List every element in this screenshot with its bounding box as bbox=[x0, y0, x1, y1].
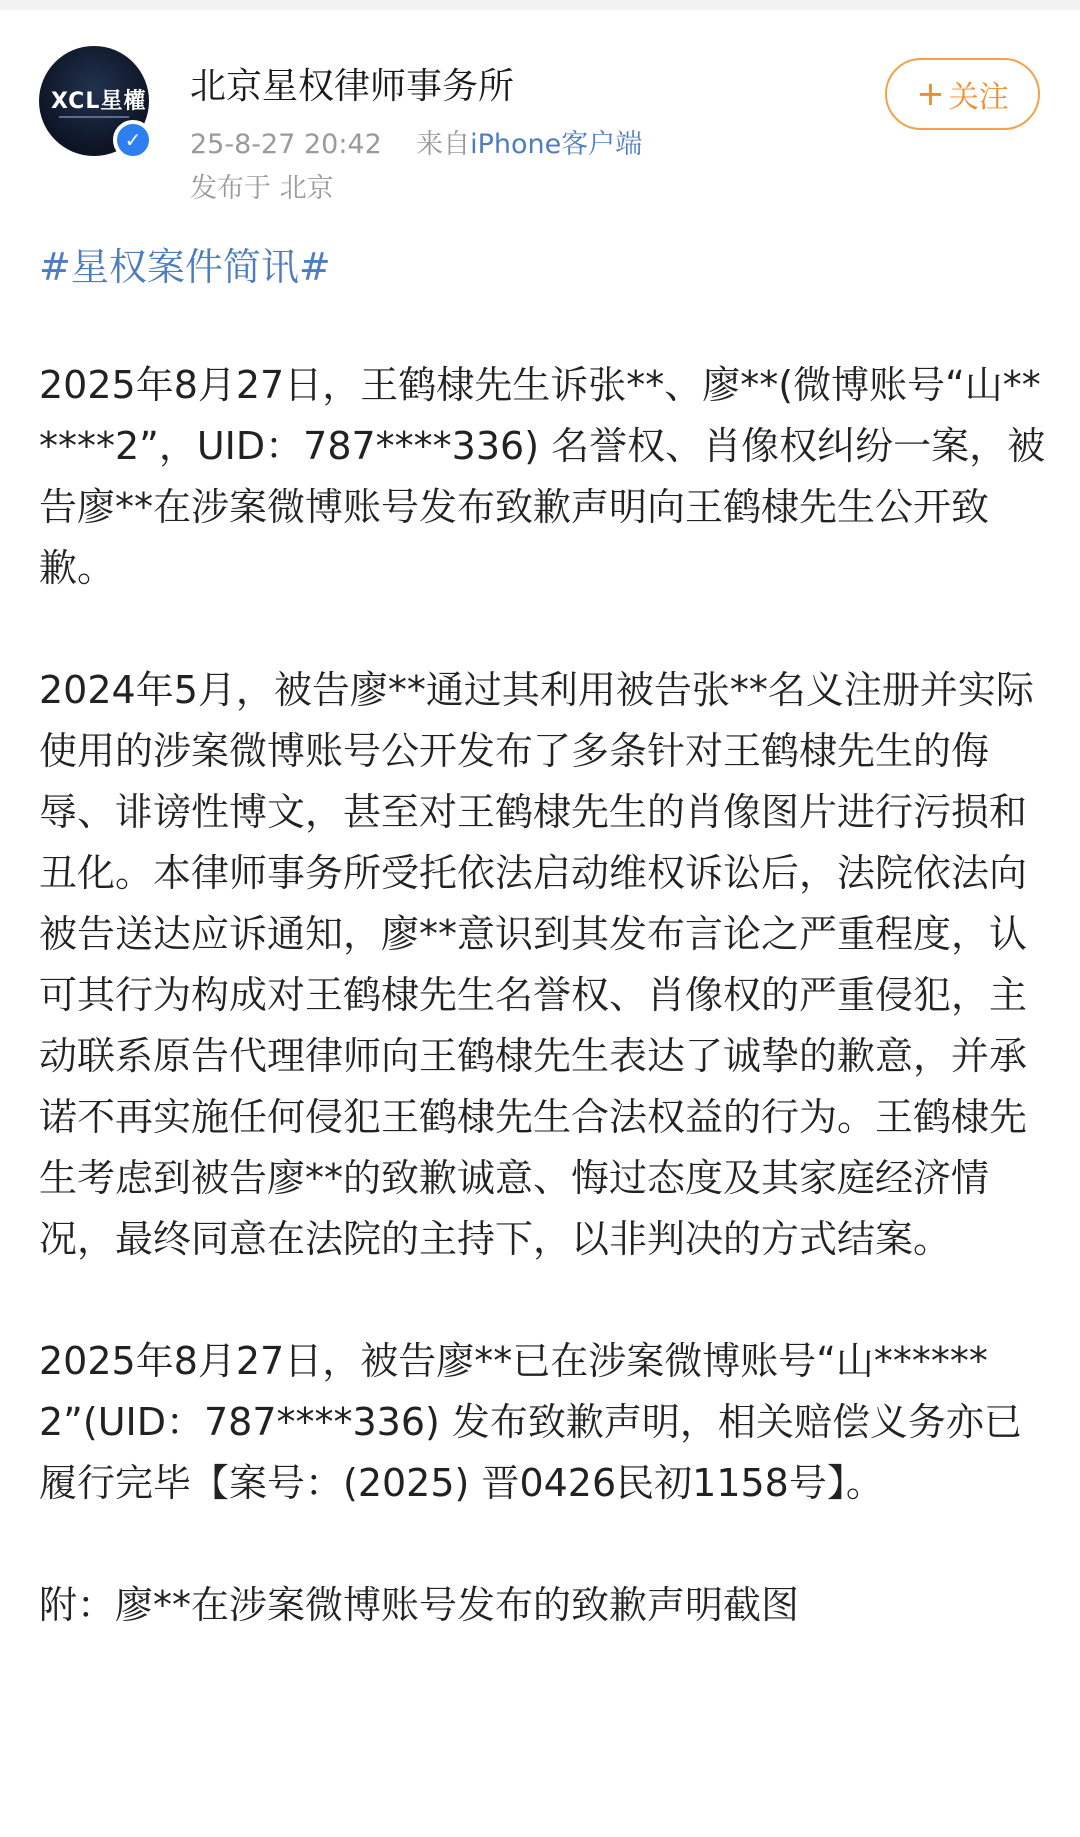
post-meta bbox=[190, 122, 642, 161]
follow-button[interactable] bbox=[885, 58, 1040, 130]
post-header bbox=[0, 10, 1080, 210]
source-prefix: 来自 bbox=[416, 129, 471, 160]
post-paragraph: 附：廖**在涉案微博账号发布的致歉声明截图 bbox=[39, 1583, 800, 1627]
account-name[interactable]: 北京星权律师事务所 bbox=[190, 66, 515, 107]
avatar-decoration bbox=[59, 116, 129, 118]
post-paragraph: 2024年5月，被告廖**通过其利用被告张**名义注册并实际使用的涉案微博账号公开发布了多条针对王鹤棣先生的侮辱、诽谤性博文，甚至对王鹤棣先生的肖像图片进行污损和丑化。本律师事务所受托依法启动维权诉讼后，法院依法向被告送达应诉通知，廖**意识到其发布言论之严重程度，认可其行为构成对王鹤棣先生名誉权、肖像权的严重侵犯，主动联系原告代理律师向王鹤棣先生表达了诚挚的歉意，并承诺不再实施任何侵犯王鹤棣先生合法权益的行为。王鹤棣先生考虑到被告廖**的致歉诚意、悔过态度及其家庭经济情况，最终同意在法院的主持下，以非判决的方式结案。 bbox=[39, 668, 1034, 1261]
post-body bbox=[39, 355, 1049, 1697]
verified-badge-icon: ✓ bbox=[113, 120, 153, 160]
post-paragraph: 2025年8月27日，王鹤棣先生诉张**、廖**(微博账号“山******2”，UID：787****336) 名誉权、肖像权纠纷一案，被告廖**在涉案微博账号发布致歉声明向王鹤棣先生公开致歉。 bbox=[39, 363, 1046, 590]
plus-icon: + bbox=[916, 74, 945, 114]
avatar-logo: XCL星權 bbox=[51, 89, 147, 114]
post-location: 发布于 北京 bbox=[190, 173, 334, 204]
post-paragraph: 2025年8月27日，被告廖**已在涉案微博账号“山******2”(UID：787****336) 发布致歉声明，相关赔偿义务亦已履行完毕【案号：(2025) 晋0426民初1158号】。 bbox=[39, 1339, 1022, 1505]
source-client-link[interactable]: iPhone客户端 bbox=[470, 129, 643, 160]
top-divider bbox=[0, 0, 1080, 10]
follow-label: 关注 bbox=[948, 80, 1009, 115]
topic-hashtag-link[interactable]: #星权案件简讯# bbox=[39, 245, 331, 289]
post-timestamp: 25-8-27 20:42 bbox=[190, 129, 382, 160]
